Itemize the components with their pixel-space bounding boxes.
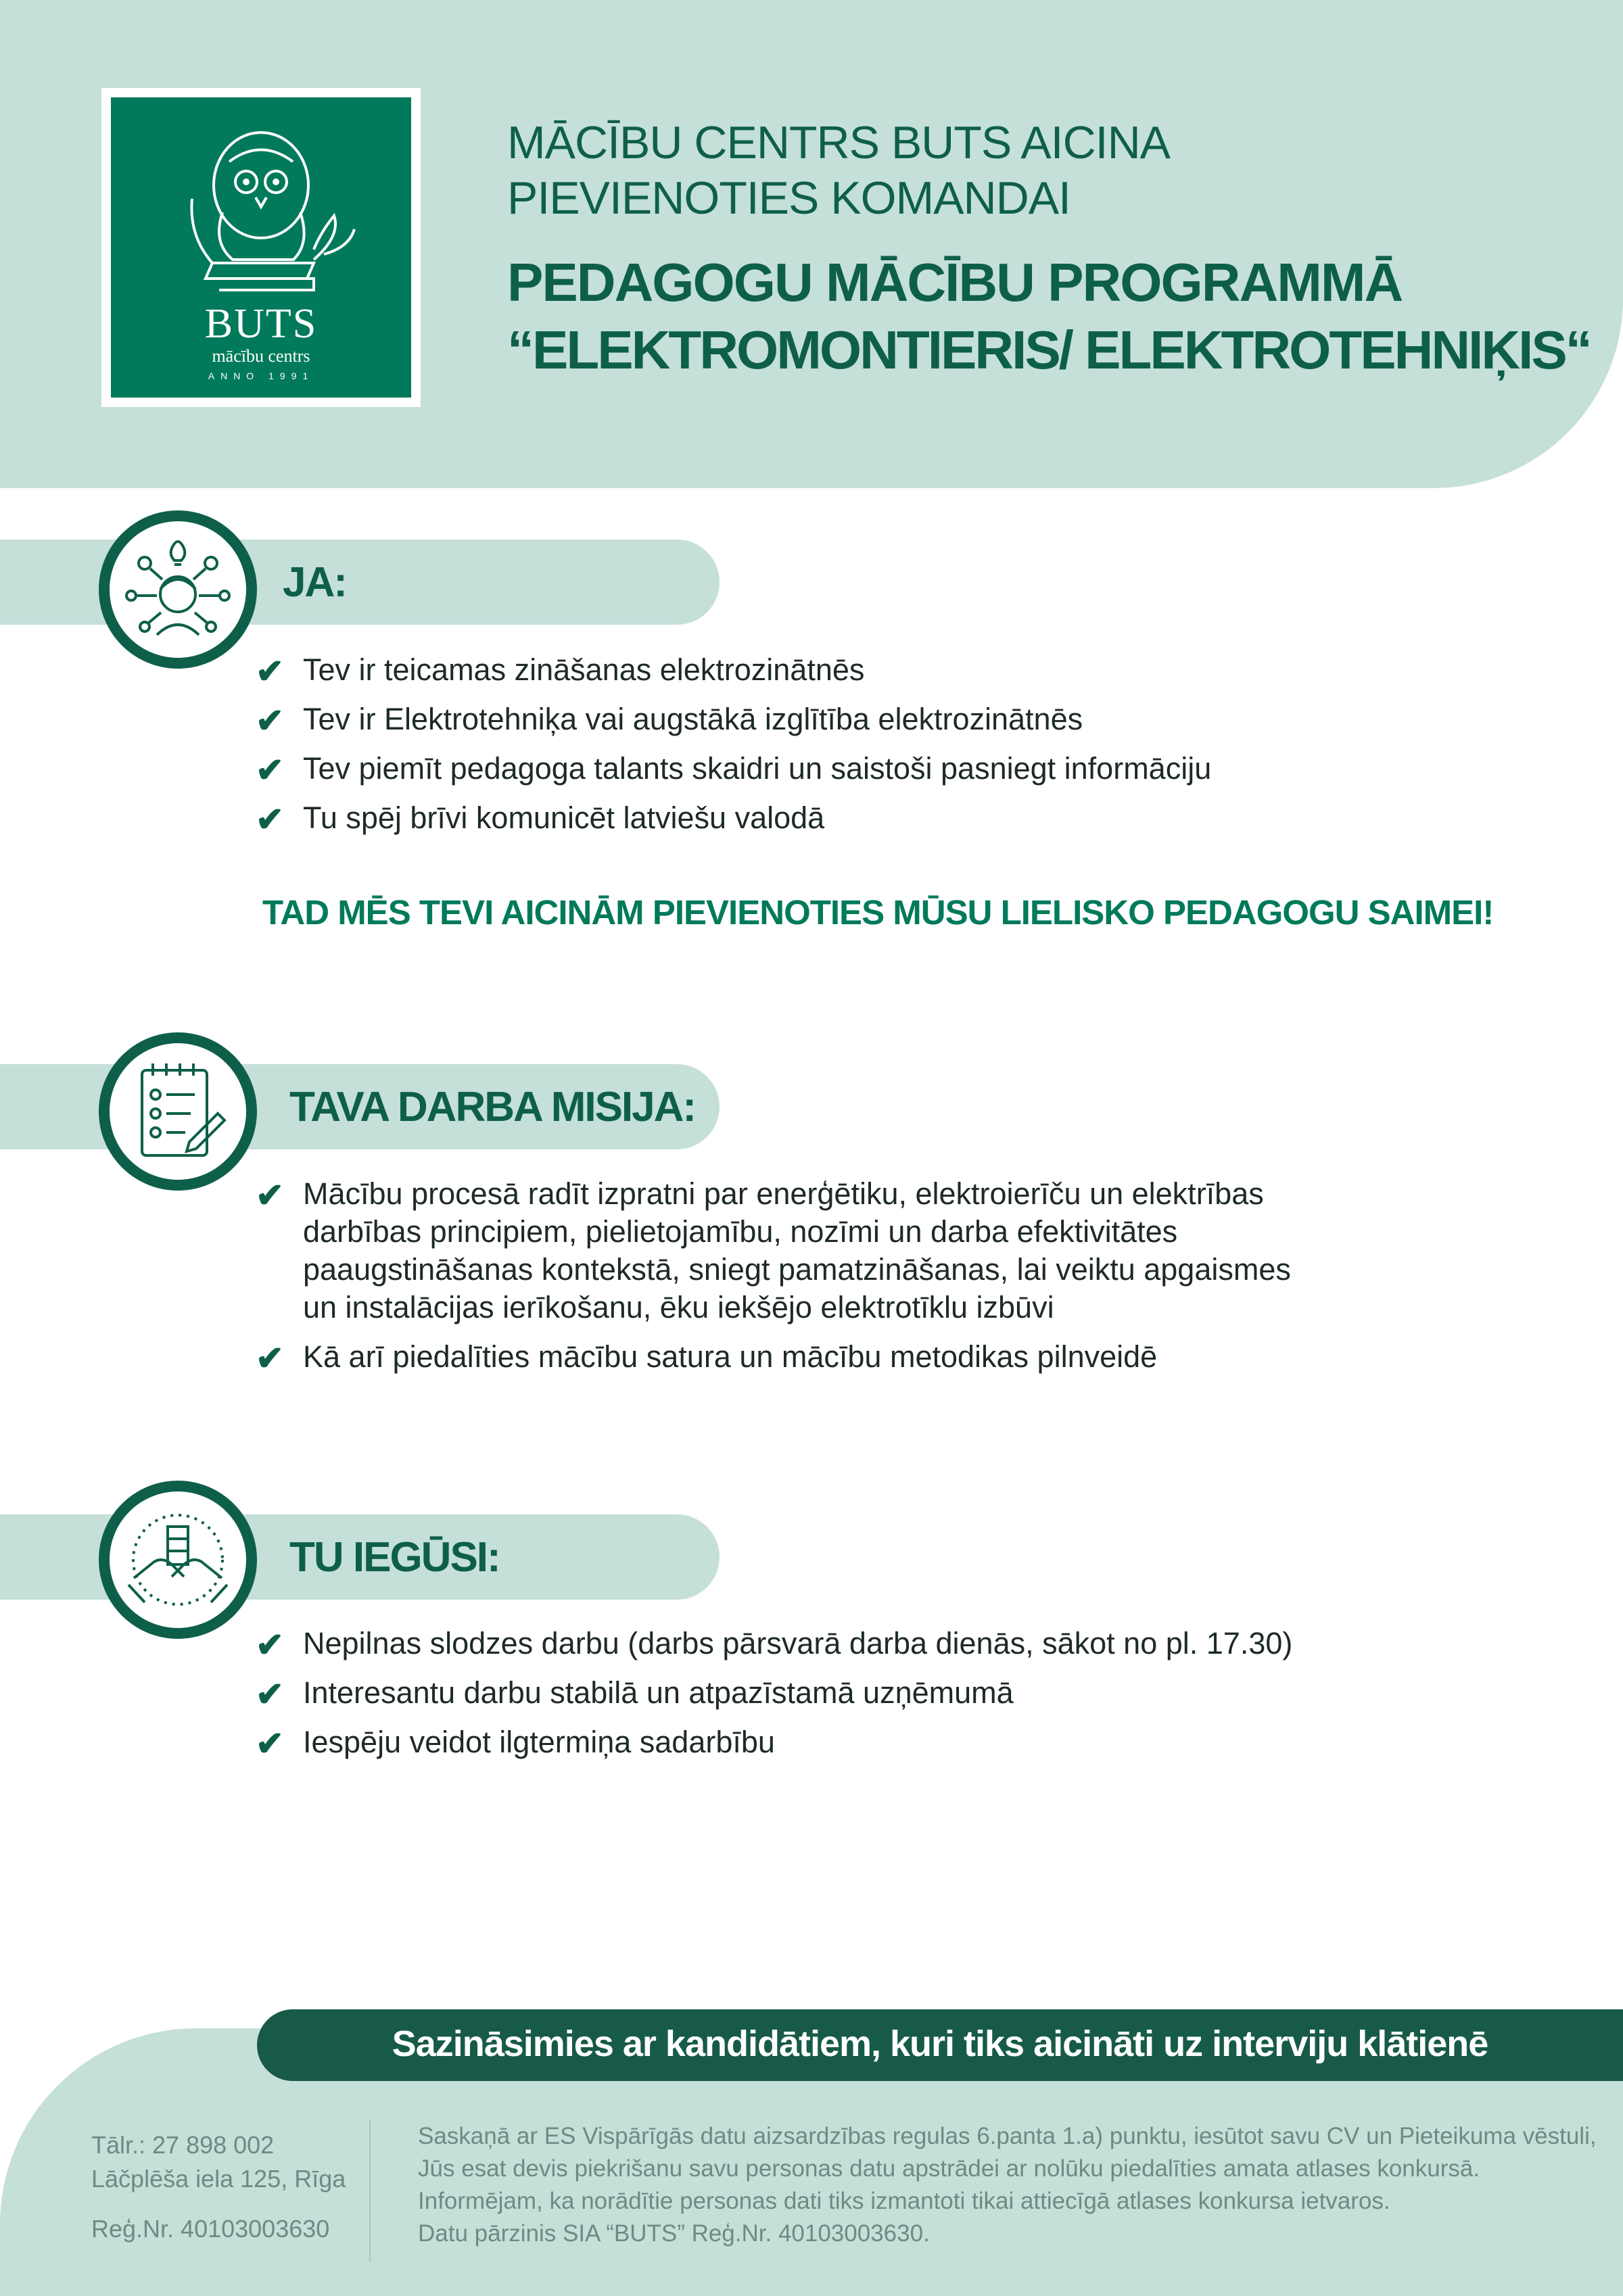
list-item: ✔ Mācību procesā radīt izpratni par enerģētiku, elektroierīču un elektrības darbības principiem, pielietojamību, nozīmi un darba efektivitātes paaugstināšanas kontekstā, sniegt pamatzināšanas, lai veiktu apgaismes un instalācijas ierīkošanu, ēku iekšējo elektrotīklu izbūvi xyxy=(256,1176,1291,1324)
gdpr-notice: Saskaņā ar ES Vispārīgās datu aizsardzības regulas 6.panta 1.a) punktu, iesūtot savu CV un Pieteikuma vēstuli, Jūs esat devis piekrišanu savu personas datu apstrādei ar nolūku piedalīties amata atlases konkursā. Informējam, ka norādītie personas dati tiks izmantoti tikai attiecīgā atlases konkursa ietvaros. Datu pārzinis SIA “BUTS” Reģ.Nr. 40103003630. xyxy=(418,2123,1597,2247)
logo-panel xyxy=(111,97,411,398)
check-icon: ✔ xyxy=(256,1675,284,1713)
section-benefits-badge xyxy=(99,1481,257,1639)
section-ja-badge xyxy=(99,510,257,669)
program-title-line1: PEDAGOGU MĀCĪBU PROGRAMMĀ xyxy=(507,252,1403,312)
buts-logo xyxy=(101,88,421,407)
section-ja-list xyxy=(256,651,1211,848)
check-icon: ✔ xyxy=(256,1626,284,1664)
logo-brand: BUTS xyxy=(204,301,318,347)
section-mission-badge xyxy=(99,1032,257,1191)
section-mission-list xyxy=(256,1175,1291,1387)
list-item: ✔ Iespēju veidot ilgtermiņa sadarbību xyxy=(256,1725,775,1763)
checklist-notepad-icon xyxy=(110,1043,246,1180)
call-to-action: TAD MĒS TEVI AICINĀM PIEVIENOTIES MŪSU LIELISKO PEDAGOGU SAIMEI! xyxy=(262,893,1494,932)
logo-subtitle: mācību centrs xyxy=(212,346,310,366)
list-item: ✔ Tev piemīt pedagoga talants skaidri un saistoši pasniegt informāciju xyxy=(256,751,1212,789)
list-item: ✔ Tev ir Elektrotehniķa vai augstākā izglītība elektrozinātnēs xyxy=(256,702,1083,740)
check-icon: ✔ xyxy=(256,1176,284,1214)
contact-address: Lāčplēša iela 125, Rīga xyxy=(91,2165,346,2193)
list-item: ✔ Tu spēj brīvi komunicēt latviešu valodā xyxy=(256,800,825,838)
list-item: ✔ Tev ir teicamas zināšanas elektrozinātnēs xyxy=(256,652,865,690)
list-item: ✔ Interesantu darbu stabilā un atpazīstamā uzņēmumā xyxy=(256,1675,1014,1713)
logo-year: ANNO 1991 xyxy=(208,370,314,381)
check-icon: ✔ xyxy=(256,1725,284,1763)
company-registration: Reģ.Nr. 40103003630 xyxy=(91,2215,330,2243)
section-benefits-heading: TU IEGŪSI: xyxy=(289,1534,500,1581)
contact-phone: Tālr.: 27 898 002 xyxy=(91,2131,275,2159)
interview-banner xyxy=(257,2009,1623,2081)
section-ja-heading: JA: xyxy=(283,559,346,606)
footer-divider xyxy=(369,2120,371,2262)
program-title-line2: “ELEKTROMONTIERIS/ ELEKTROTEHNIĶIS“ xyxy=(507,320,1591,380)
check-icon: ✔ xyxy=(256,702,284,740)
joined-hands-icon xyxy=(110,1491,246,1628)
list-item: ✔ Kā arī piedalīties mācību satura un mācību metodikas pilnveidē xyxy=(256,1339,1158,1377)
person-lightbulb-network-icon xyxy=(110,521,246,658)
check-icon: ✔ xyxy=(256,652,284,690)
header-title-line2: PIEVIENOTIES KOMANDAI xyxy=(507,172,1071,224)
check-icon: ✔ xyxy=(256,800,284,838)
check-icon: ✔ xyxy=(256,751,284,789)
list-item: ✔ Nepilnas slodzes darbu (darbs pārsvarā darba dienās, sākot no pl. 17.30) xyxy=(256,1626,1293,1664)
check-icon: ✔ xyxy=(256,1339,284,1377)
header-title-line1: MĀCĪBU CENTRS BUTS AICINA xyxy=(507,117,1171,168)
section-benefits-list xyxy=(256,1625,1292,1773)
interview-banner-text: Sazināsimies ar kandidātiem, kuri tiks aicināti uz interviju klātienē xyxy=(392,2024,1488,2064)
section-mission-heading: TAVA DARBA MISIJA: xyxy=(289,1084,696,1130)
